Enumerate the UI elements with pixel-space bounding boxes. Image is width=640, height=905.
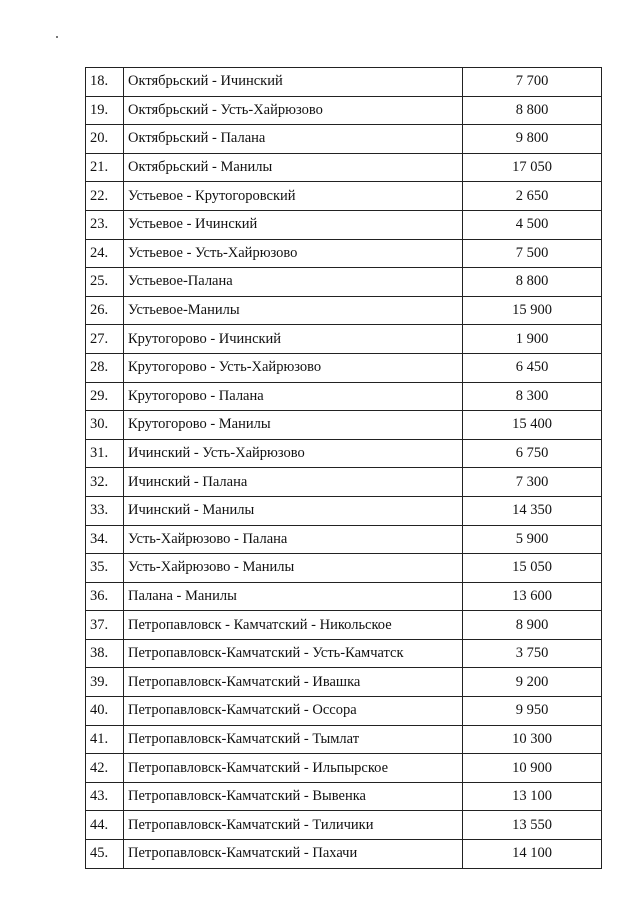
table-row [86,296,602,325]
route-price: 13 600 [463,582,602,611]
table-row [86,125,602,154]
table-row [86,668,602,697]
table-row [86,782,602,811]
route-price: 7 300 [463,468,602,497]
row-number: 38. [86,639,124,668]
row-number: 29. [86,382,124,411]
row-number: 34. [86,525,124,554]
route-name: Крутогорово - Манилы [124,411,463,440]
row-number: 18. [86,68,124,97]
route-price-table [85,67,602,869]
route-price: 15 900 [463,296,602,325]
row-number: 19. [86,96,124,125]
row-number: 31. [86,439,124,468]
route-name: Устьевое-Палана [124,268,463,297]
route-price: 8 900 [463,611,602,640]
route-name: Петропавловск-Камчатский - Усть-Камчатск [124,639,463,668]
route-price: 17 050 [463,153,602,182]
route-rows [86,68,602,869]
row-number: 27. [86,325,124,354]
row-number: 43. [86,782,124,811]
route-name: Устьевое-Манилы [124,296,463,325]
route-price: 6 450 [463,353,602,382]
table-row [86,210,602,239]
route-name: Крутогорово - Ичинский [124,325,463,354]
row-number: 21. [86,153,124,182]
row-number: 24. [86,239,124,268]
table-row [86,582,602,611]
route-name: Петропавловск-Камчатский - Пахачи [124,840,463,869]
route-price: 13 550 [463,811,602,840]
route-name: Крутогорово - Палана [124,382,463,411]
route-price: 8 800 [463,96,602,125]
table-row [86,182,602,211]
route-price: 9 200 [463,668,602,697]
table-row [86,353,602,382]
table-row [86,439,602,468]
route-name: Петропавловск-Камчатский - Тымлат [124,725,463,754]
row-number: 41. [86,725,124,754]
route-price: 8 800 [463,268,602,297]
row-number: 37. [86,611,124,640]
route-name: Палана - Манилы [124,582,463,611]
row-number: 22. [86,182,124,211]
table-row [86,325,602,354]
route-name: Петропавловск-Камчатский - Ивашка [124,668,463,697]
route-price: 9 800 [463,125,602,154]
route-name: Октябрьский - Палана [124,125,463,154]
route-name: Ичинский - Усть-Хайрюзово [124,439,463,468]
route-name: Октябрьский - Ичинский [124,68,463,97]
table-row [86,411,602,440]
row-number: 42. [86,754,124,783]
route-price: 5 900 [463,525,602,554]
row-number: 20. [86,125,124,154]
route-price: 6 750 [463,439,602,468]
row-number: 28. [86,353,124,382]
row-number: 40. [86,697,124,726]
route-name: Устьевое - Ичинский [124,210,463,239]
route-price: 15 400 [463,411,602,440]
route-name: Усть-Хайрюзово - Манилы [124,554,463,583]
table-row [86,754,602,783]
row-number: 36. [86,582,124,611]
row-number: 35. [86,554,124,583]
table-row [86,496,602,525]
route-price: 15 050 [463,554,602,583]
route-name: Октябрьский - Манилы [124,153,463,182]
row-number: 26. [86,296,124,325]
route-price: 1 900 [463,325,602,354]
route-price: 3 750 [463,639,602,668]
table-row [86,68,602,97]
table-row [86,525,602,554]
table-row [86,697,602,726]
route-name: Усть-Хайрюзово - Палана [124,525,463,554]
route-price: 7 700 [463,68,602,97]
table-row [86,96,602,125]
row-number: 30. [86,411,124,440]
route-name: Ичинский - Палана [124,468,463,497]
route-name: Крутогорово - Усть-Хайрюзово [124,353,463,382]
route-price: 10 900 [463,754,602,783]
table-row [86,268,602,297]
route-price: 14 100 [463,840,602,869]
row-number: 45. [86,840,124,869]
row-number: 44. [86,811,124,840]
table-row [86,811,602,840]
row-number: 32. [86,468,124,497]
route-price: 8 300 [463,382,602,411]
route-name: Петропавловск-Камчатский - Тиличики [124,811,463,840]
route-name: Петропавловск - Камчатский - Никольское [124,611,463,640]
route-price: 14 350 [463,496,602,525]
route-name: Ичинский - Манилы [124,496,463,525]
table-row [86,840,602,869]
row-number: 25. [86,268,124,297]
row-number: 39. [86,668,124,697]
route-price: 9 950 [463,697,602,726]
table-row [86,468,602,497]
route-price: 7 500 [463,239,602,268]
table-row [86,382,602,411]
route-name: Петропавловск-Камчатский - Ильпырское [124,754,463,783]
row-number: 23. [86,210,124,239]
route-name: Петропавловск-Камчатский - Вывенка [124,782,463,811]
route-name: Устьевое - Крутогоровский [124,182,463,211]
scan-speck [56,36,58,38]
route-name: Октябрьский - Усть-Хайрюзово [124,96,463,125]
route-name: Устьевое - Усть-Хайрюзово [124,239,463,268]
route-price: 4 500 [463,210,602,239]
table-row [86,554,602,583]
table-row [86,639,602,668]
table-row [86,725,602,754]
table-row [86,239,602,268]
route-price: 13 100 [463,782,602,811]
route-price: 10 300 [463,725,602,754]
row-number: 33. [86,496,124,525]
route-price: 2 650 [463,182,602,211]
table-row [86,611,602,640]
table-row [86,153,602,182]
route-name: Петропавловск-Камчатский - Оссора [124,697,463,726]
